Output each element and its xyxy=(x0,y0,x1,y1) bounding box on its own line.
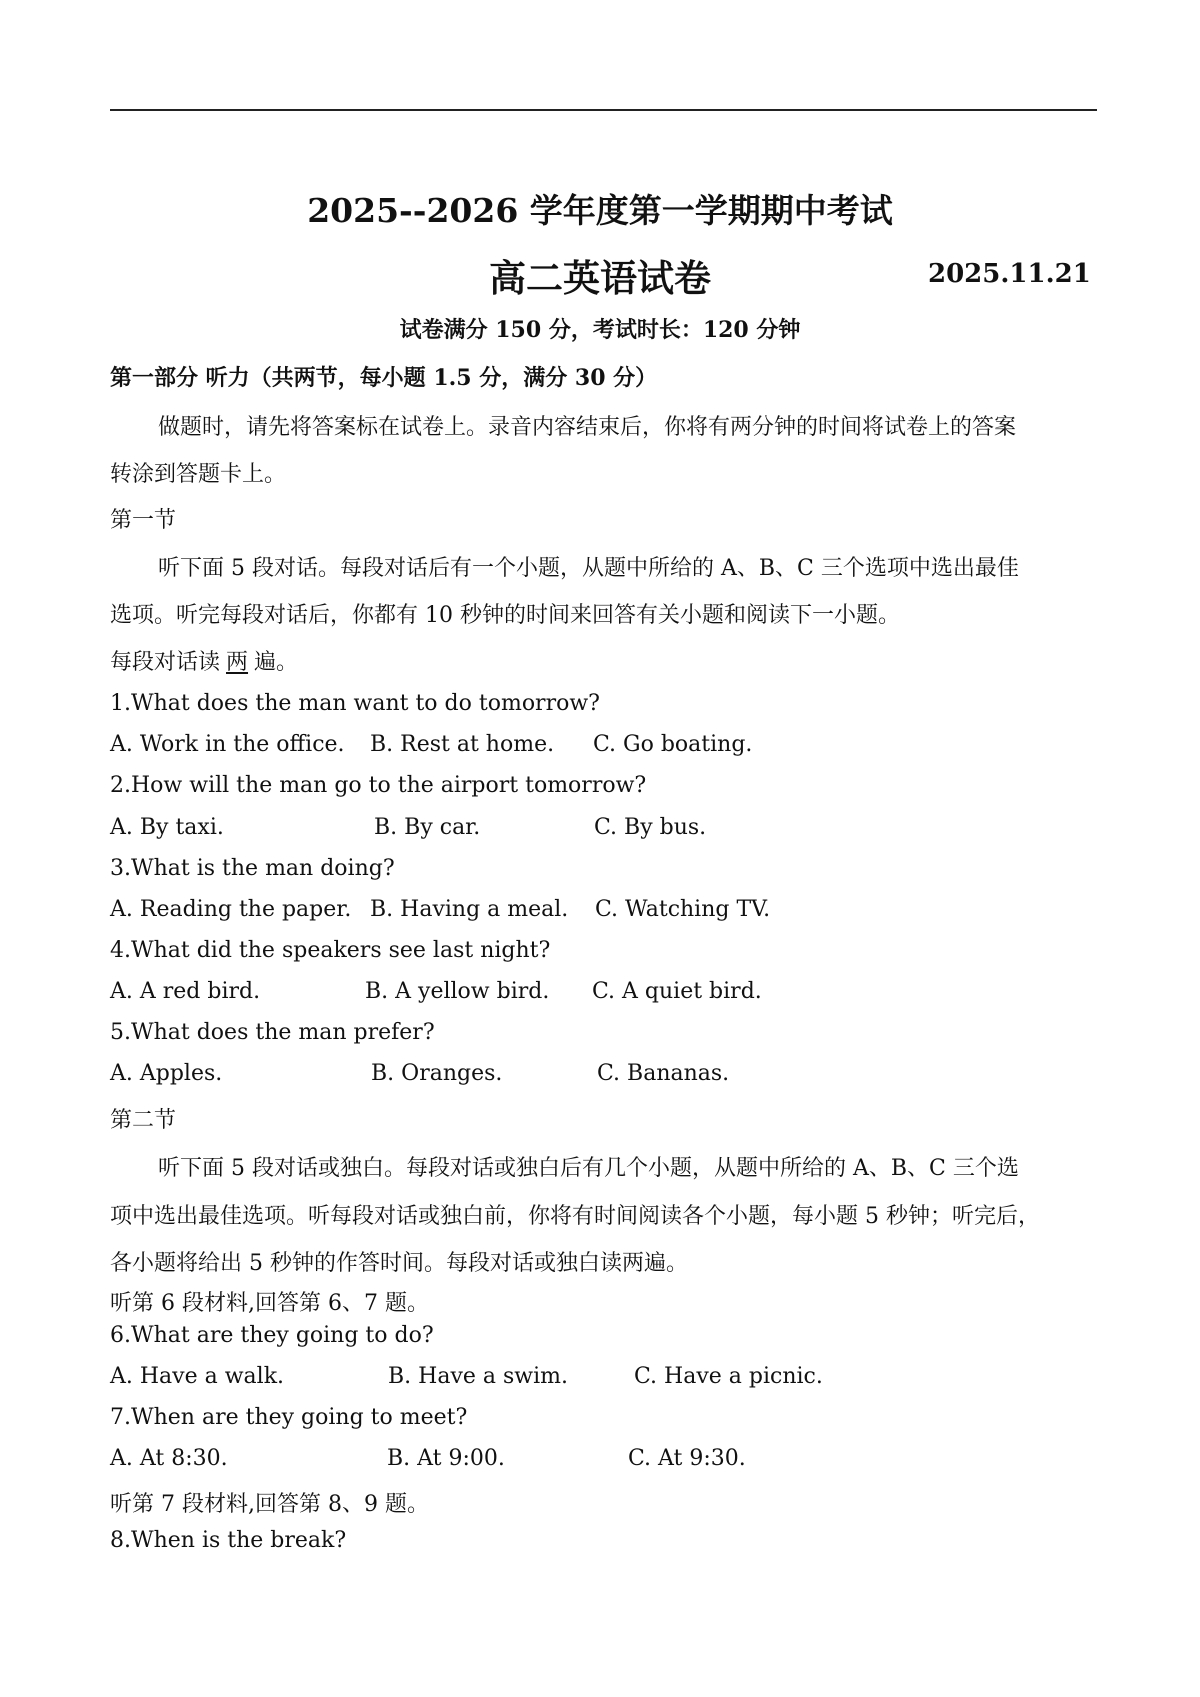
q2-option-b: B. By car. xyxy=(374,815,481,840)
section2-instr-line2: 项中选出最佳选项。听每段对话或独白前，你将有时间阅读各个小题，每小题 5 秒钟；听完后， xyxy=(110,1204,1040,1229)
question-3: 3.What is the man doing? xyxy=(110,856,395,881)
material-6-heading: 听第 6 段材料,回答第 6、7 题。 xyxy=(110,1291,429,1316)
question-4: 4.What did the speakers see last night? xyxy=(110,938,551,963)
question-8: 8.When is the break? xyxy=(110,1528,347,1553)
question-1: 1.What does the man want to do tomorrow? xyxy=(110,691,600,716)
exam-title: 2025--2026 学年度第一学期期中考试 xyxy=(307,191,893,230)
question-6: 6.What are they going to do? xyxy=(110,1323,434,1348)
q2-option-c: C. By bus. xyxy=(594,815,707,840)
top-rule xyxy=(110,109,1097,111)
q3-option-b: B. Having a meal. xyxy=(370,897,569,922)
q4-option-a: A. A red bird. xyxy=(110,979,261,1004)
q5-option-b: B. Oranges. xyxy=(371,1061,503,1086)
section1-repeat-line xyxy=(110,645,298,676)
part1-heading: 第一部分 听力（共两节，每小题 1.5 分，满分 30 分） xyxy=(110,365,658,391)
section2-instr-line3: 各小题将给出 5 秒钟的作答时间。每段对话或独白读两遍。 xyxy=(110,1251,688,1276)
q5-option-a: A. Apples. xyxy=(110,1061,223,1086)
q7-option-c: C. At 9:30. xyxy=(628,1446,746,1471)
section1-instr-line1: 听下面 5 段对话。每段对话后有一个小题，从题中所给的 A、B、C 三个选项中选出最佳 xyxy=(158,556,1019,581)
q7-option-b: B. At 9:00. xyxy=(387,1446,505,1471)
section2-instr-line1: 听下面 5 段对话或独白。每段对话或独白后有几个小题，从题中所给的 A、B、C 三个选 xyxy=(158,1156,1019,1181)
subject-title: 高二英语试卷 xyxy=(489,256,711,300)
question-2: 2.How will the man go to the airport tomorrow? xyxy=(110,773,647,798)
q3-option-c: C. Watching TV. xyxy=(595,897,771,922)
part1-intro-line1: 做题时，请先将答案标在试卷上。录音内容结束后，你将有两分钟的时间将试卷上的答案 xyxy=(158,415,1017,440)
q3-option-a: A. Reading the paper. xyxy=(110,897,352,922)
q6-option-b: B. Have a swim. xyxy=(388,1364,569,1389)
q4-option-c: C. A quiet bird. xyxy=(592,979,762,1004)
section1-instr-line2: 选项。听完每段对话后，你都有 10 秒钟的时间来回答有关小题和阅读下一小题。 xyxy=(110,603,900,628)
q5-option-c: C. Bananas. xyxy=(597,1061,730,1086)
question-7: 7.When are they going to meet? xyxy=(110,1405,468,1430)
q2-option-a: A. By taxi. xyxy=(110,815,224,840)
q6-option-a: A. Have a walk. xyxy=(110,1364,285,1389)
q1-option-a: A. Work in the office. xyxy=(110,732,345,757)
repeat-suffix: 遍。 xyxy=(254,650,299,675)
q1-option-c: C. Go boating. xyxy=(593,732,753,757)
q6-option-c: C. Have a picnic. xyxy=(634,1364,823,1389)
q1-option-b: B. Rest at home. xyxy=(370,732,555,757)
exam-date: 2025.11.21 xyxy=(928,259,1091,289)
q7-option-a: A. At 8:30. xyxy=(110,1446,228,1471)
section2-title: 第二节 xyxy=(110,1108,177,1133)
repeat-prefix: 每段对话读 xyxy=(110,650,221,675)
part1-intro-line2: 转涂到答题卡上。 xyxy=(110,462,287,487)
question-5: 5.What does the man prefer? xyxy=(110,1020,435,1045)
repeat-word: 两 xyxy=(226,650,249,675)
q4-option-b: B. A yellow bird. xyxy=(365,979,550,1004)
material-7-heading: 听第 7 段材料,回答第 8、9 题。 xyxy=(110,1492,429,1517)
score-info: 试卷满分 150 分，考试时长：120 分钟 xyxy=(399,317,801,343)
section1-title: 第一节 xyxy=(110,508,177,533)
